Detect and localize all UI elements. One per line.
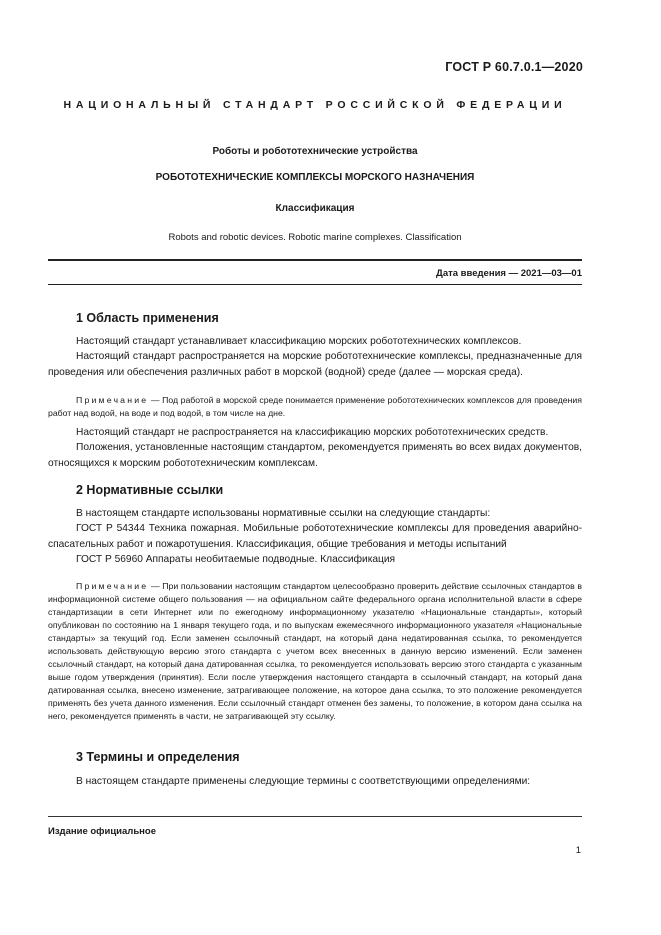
note-paragraph	[48, 394, 582, 420]
section-2-body	[48, 506, 582, 568]
section-2-paragraph: ГОСТ Р 54344 Техника пожарная. Мобильные робототехнические комплексы для проведения аварийно-спасательных работ и пожаротушения. Классификация, общие требования и методы испытаний	[48, 523, 582, 550]
doc-number: ГОСТ Р 60.7.0.1—2020	[445, 60, 583, 74]
section-2-heading: 2 Нормативные ссылки	[76, 483, 224, 497]
section-1-heading: 1 Область применения	[76, 311, 219, 325]
section-1-body-a	[48, 334, 582, 380]
date-divider	[48, 284, 582, 285]
section-1-paragraph: Настоящий стандарт не распространяется на классификацию морских робототехнических средств.	[76, 427, 549, 438]
section-2-paragraph: В настоящем стандарте использованы нормативные ссылки на следующие стандарты:	[76, 508, 491, 519]
section-3-heading: 3 Термины и определения	[76, 750, 240, 764]
edition-label: Издание официальное	[48, 826, 156, 837]
note-paragraph	[48, 580, 582, 723]
section-3-paragraph: В настоящем стандарте применены следующие термины с соответствующими определениями:	[76, 776, 531, 787]
section-3-body	[48, 774, 582, 789]
section-1-paragraph: Настоящий стандарт распространяется на морские робототехнические комплексы, предназначенные для проведения или обеспечения различных работ в морской (водной) среде (далее — морская среда).	[48, 351, 582, 378]
title-sub: Классификация	[275, 203, 355, 214]
note-label: Примечание	[76, 395, 149, 405]
footer-divider	[48, 816, 582, 817]
note-text: — Под работой в морской среде понимается применение робототехнических комплексов для проведения работ над водой, на воде и под водой, в том числе на дне.	[48, 395, 582, 418]
title-divider	[48, 259, 582, 261]
title-english: Robots and robotic devices. Robotic marine complexes. Classification	[168, 232, 462, 243]
page-number: 1	[575, 845, 581, 856]
note-text: — При пользовании настоящим стандартом целесообразно проверить действие ссылочных стандартов в информационной системе общего пользования — на официальном сайте федерального органа исполнительной власти в сфере стандартизации в сети Интернет или по ежегодному информационному указателю «Национальные стандарты», который опубликован по состоянию на 1 января текущего года, и по выпускам ежемесячного информационного указателя «Национальные стандарты» за текущий год. Если заменен ссылочный стандарт, на который дана недатированная ссылка, то рекомендуется использовать действующую версию этого стандарта с учетом всех внесенных в данную версию изменений. Если заменен ссылочный стандарт, на который дана датированная ссылка, то рекомендуется использовать версию этого стандарта с указанным выше годом утверждения (принятия). Если после утверждения настоящего стандарта в ссылочный стандарт, на который дана датированная ссылка, внесено изменение, затрагивающее положение, на которое дана ссылка, то это положение рекомендуется применять без учета данного изменения. Если ссылочный стандарт отменен без замены, то положение, в котором дана ссылка на него, рекомендуется применять в части, не затрагивающей эту ссылку.	[48, 581, 582, 721]
section-1-paragraph: Настоящий стандарт устанавливает классификацию морских робототехнических комплексов.	[76, 336, 522, 347]
note-label: Примечание	[76, 581, 149, 591]
section-1-note	[48, 394, 582, 420]
title-group: Роботы и робототехнические устройства	[212, 146, 418, 157]
section-1-body-b	[48, 425, 582, 471]
intro-date: Дата введения — 2021—03—01	[436, 268, 582, 279]
section-2-paragraph: ГОСТ Р 56960 Аппараты необитаемые подводные. Классификация	[76, 554, 396, 566]
section-2-note	[48, 580, 582, 723]
title-main: РОБОТОТЕХНИЧЕСКИЕ КОМПЛЕКСЫ МОРСКОГО НАЗНАЧЕНИЯ	[155, 172, 475, 183]
national-standard-banner: НАЦИОНАЛЬНЫЙ СТАНДАРТ РОССИЙСКОЙ ФЕДЕРАЦИИ	[63, 99, 567, 111]
section-1-paragraph: Положения, установленные настоящим стандартом, рекомендуется применять во всех видах документов, относящихся к морским робототехническим комплексам.	[48, 442, 582, 469]
